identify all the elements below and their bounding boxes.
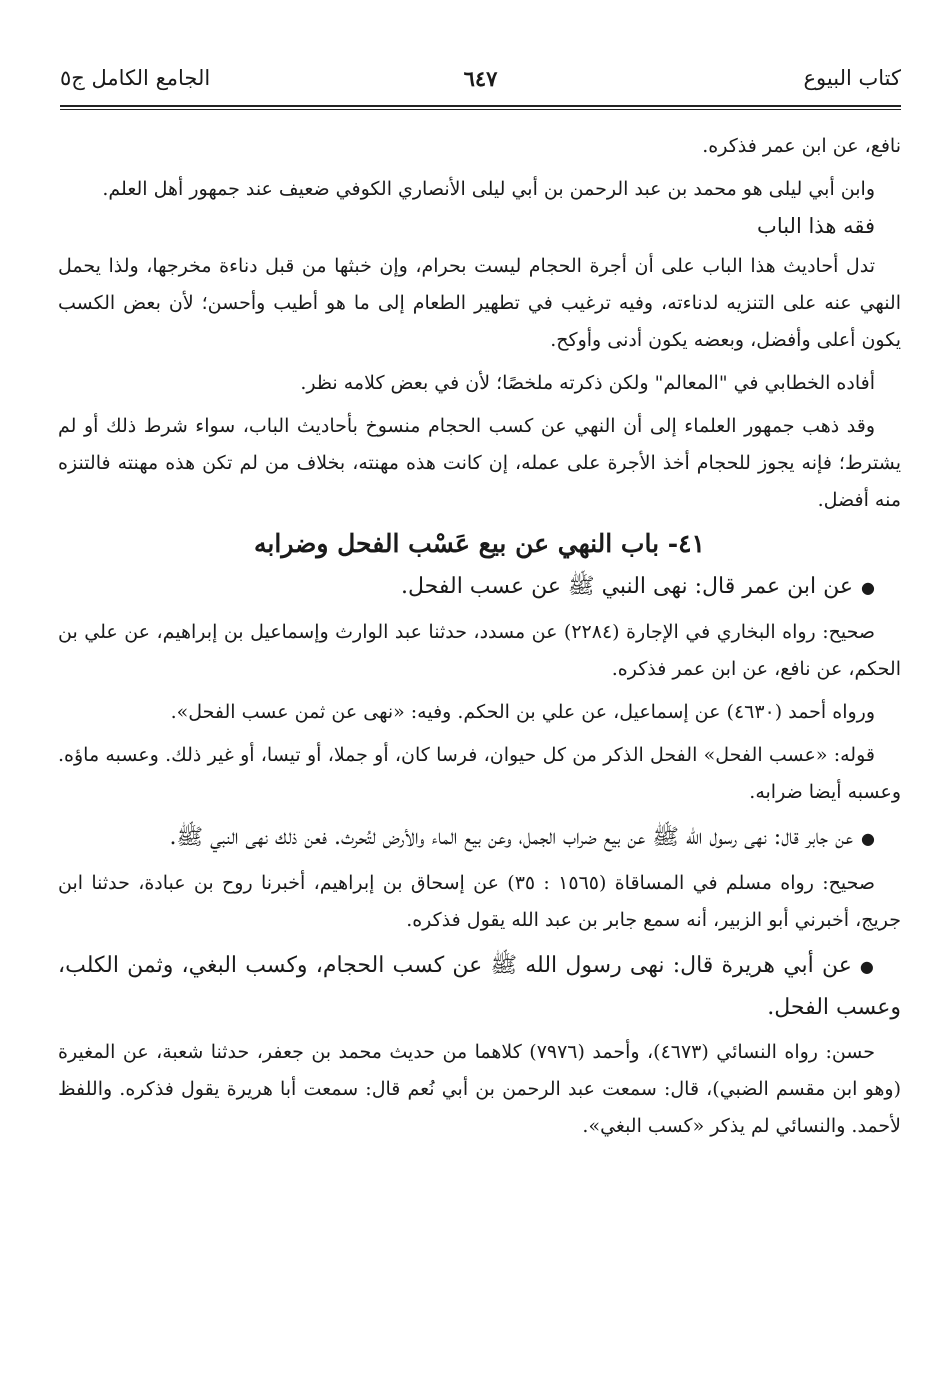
paragraph: تدل أحاديث هذا الباب على أن أجرة الحجام ليست بحرام، وإن خبثها من قبل دناءة مخرجها، ولذا يحمل النهي عنه على التنزيه لدناءته، وفيه ترغيب في تطهير الطعام إلى ما هو أطيب وأحسن؛ لأن بعض الكسب يكون أعلى وأفضل، وبعضه يكون أدنى وأوكح.	[58, 255, 901, 351]
hadith-line: عن أبي هريرة قال: نهى رسول الله ﷺ عن كسب الحجام، وكسب البغي، وثمن الكلب، وعسب الفحل.	[58, 953, 901, 1020]
header-book-section: كتاب البيوع	[803, 66, 901, 90]
hadith-line: عن ابن عمر قال: نهى النبي ﷺ عن عسب الفحل.	[401, 574, 854, 599]
hadith-text	[58, 945, 901, 1028]
header-rule	[60, 105, 901, 107]
header-rule-thin	[60, 109, 901, 110]
bullet-icon: ●	[859, 957, 875, 976]
page-body	[58, 128, 901, 1151]
paragraph: صحيح: رواه مسلم في المساقاة (١٥٦٥ : ٣٥) عن إسحاق بن إبراهيم، أخبرنا روح بن عبادة، حدثنا ابن جريج، أخبرني أبو الزبير، أنه سمع جابر بن عبد الله يقول فذكره.	[58, 872, 901, 931]
paragraph: ورواه أحمد (٤٦٣٠) عن إسماعيل، عن علي بن الحكم. وفيه: «نهى عن ثمن عسب الفحل».	[170, 701, 875, 723]
hadith-text	[58, 817, 901, 859]
chapter-title: ٤١- باب النهي عن بيع عَسْب الفحل وضرابه	[254, 529, 705, 558]
paragraph: أفاده الخطابي في "المعالم" ولكن ذكرته ملخصًا؛ لأن في بعض كلامه نظر.	[300, 372, 875, 394]
paragraph: نافع، عن ابن عمر فذكره.	[702, 135, 901, 157]
hadith-line: عن جابر قال: نهى رسول الله ﷺ عن بيع ضراب الجمل، وعن بيع الماء والأرض لتُحرث. فعن ذلك نهى النبي ﷺ.	[169, 825, 854, 850]
paragraph: صحيح: رواه البخاري في الإجارة (٢٢٨٤) عن مسدد، حدثنا عبد الوارث وإسماعيل بن إبراهيم، عن علي بن الحكم، عن نافع، عن ابن عمر فذكره.	[58, 621, 901, 680]
hadith-text	[58, 566, 901, 608]
paragraph: حسن: رواه النسائي (٤٦٧٣)، وأحمد (٧٩٧٦) كلاهما من حديث محمد بن جعفر، حدثنا شعبة، عن المغيرة (وهو ابن مقسم الضبي)، قال: سمعت عبد الرحمن بن أبي نُعم قال: سمعت أبا هريرة يقول فذكره. واللفظ لأحمد. والنسائي لم يذكر «كسب البغي».	[58, 1041, 901, 1137]
section-heading: فقه هذا الباب	[757, 214, 875, 238]
bullet-icon: ●	[861, 829, 875, 848]
page-header	[60, 66, 901, 106]
bullet-icon: ●	[861, 578, 875, 597]
paragraph: وقد ذهب جمهور العلماء إلى أن النهي عن كسب الحجام منسوخ بأحاديث الباب، سواء شرط ذلك أو لم يشترط؛ فإنه يجوز للحجام أخذ الأجرة على عمله، إن كانت هذه مهنته، بخلاف من لم تكن هذه مهنته فالتنزه منه أفضل.	[58, 415, 901, 511]
paragraph: قوله: «عسب الفحل» الفحل الذكر من كل حيوان، فرسا كان، أو جملا، أو تيسا، أو غير ذلك. وعسبه ماؤه. وعسبه أيضا ضرابه.	[58, 744, 901, 803]
header-page-number: ٦٤٧	[463, 66, 498, 91]
paragraph: وابن أبي ليلى هو محمد بن عبد الرحمن بن أبي ليلى الأنصاري الكوفي ضعيف عند جمهور أهل العلم.	[102, 178, 875, 200]
header-book-title: الجامع الكامل ج٥	[60, 66, 211, 90]
